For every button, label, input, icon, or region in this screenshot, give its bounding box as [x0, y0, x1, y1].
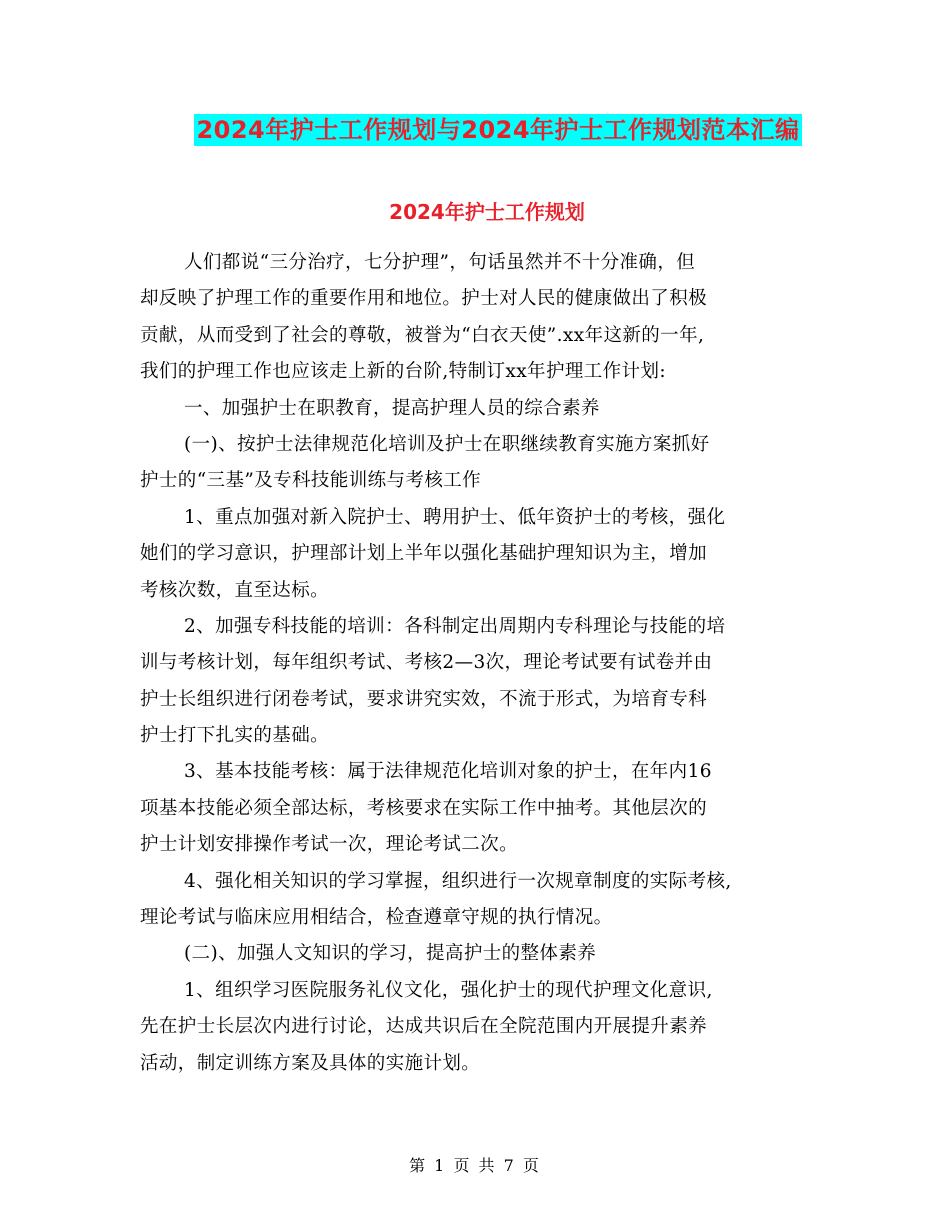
text-line: 3、基本技能考核：属于法律规范化培训对象的护士，在年内16 — [184, 761, 712, 783]
body-text — [140, 245, 825, 1082]
text-line: (二)、加强人文知识的学习，提高护士的整体素养 — [184, 943, 597, 965]
section-title: 2024年护士工作规划 — [389, 200, 585, 224]
text-line: 护士计划安排操作考试一次，理论考试二次。 — [140, 834, 519, 856]
text-line: 先在护士长层次内进行讨论，达成共识后在全院范围内开展提升素养 — [140, 1016, 708, 1038]
text-line: 一、加强护士在职教育，提高护理人员的综合素养 — [184, 397, 600, 419]
text-line: 考核次数，直至达标。 — [140, 579, 330, 601]
text-line: 护士的“三基”及专科技能训练与考核工作 — [140, 470, 482, 492]
main-title: 2024年护士工作规划与2024年护士工作规划范本汇编 — [196, 116, 800, 144]
text-line: 4、强化相关知识的学习掌握，组织进行一次规章制度的实际考核, — [184, 870, 732, 892]
page-footer: 第 1 页 共 7 页 — [409, 1156, 541, 1175]
text-line: 训与考核计划，每年组织考试、考核2—3次，理论考试要有试卷并由 — [140, 652, 713, 674]
text-line: 人们都说“三分治疗，七分护理”，句话虽然并不十分准确，但 — [184, 252, 696, 273]
text-line: 项基本技能必须全部达标，考核要求在实际工作中抽考。其他层次的 — [140, 797, 708, 819]
text-line: 贡献，从而受到了社会的尊敬，被誉为“白衣天使”.xx年这新的一年, — [140, 324, 705, 346]
text-line: 1、组织学习医院服务礼仪文化，强化护士的现代护理文化意识, — [184, 979, 713, 1001]
text-line: 理论考试与临床应用相结合，检查遵章守规的执行情况。 — [140, 907, 613, 929]
text-line: (一)、按护士法律规范化培训及护士在职继续教育实施方案抓好 — [184, 433, 710, 455]
text-line: 我们的护理工作也应该走上新的台阶,特制订xx年护理工作计划: — [140, 361, 666, 383]
main-title-container — [0, 114, 950, 146]
text-line: 1、重点加强对新入院护士、聘用护士、低年资护士的考核，强化 — [184, 506, 726, 528]
text-line: 她们的学习意识，护理部计划上半年以强化基础护理知识为主，增加 — [140, 543, 708, 565]
text-line: 却反映了护理工作的重要作用和地位。护士对人民的健康做出了积极 — [140, 288, 708, 310]
text-line: 护士长组织进行闭卷考试，要求讲究实效，不流于形式，为培育专科 — [140, 688, 708, 710]
text-line: 2、加强专科技能的培训：各科制定出周期内专科理论与技能的培 — [184, 615, 726, 637]
text-line: 活动，制定训练方案及具体的实施计划。 — [140, 1052, 481, 1074]
text-line: 护士打下扎实的基础。 — [140, 725, 330, 747]
